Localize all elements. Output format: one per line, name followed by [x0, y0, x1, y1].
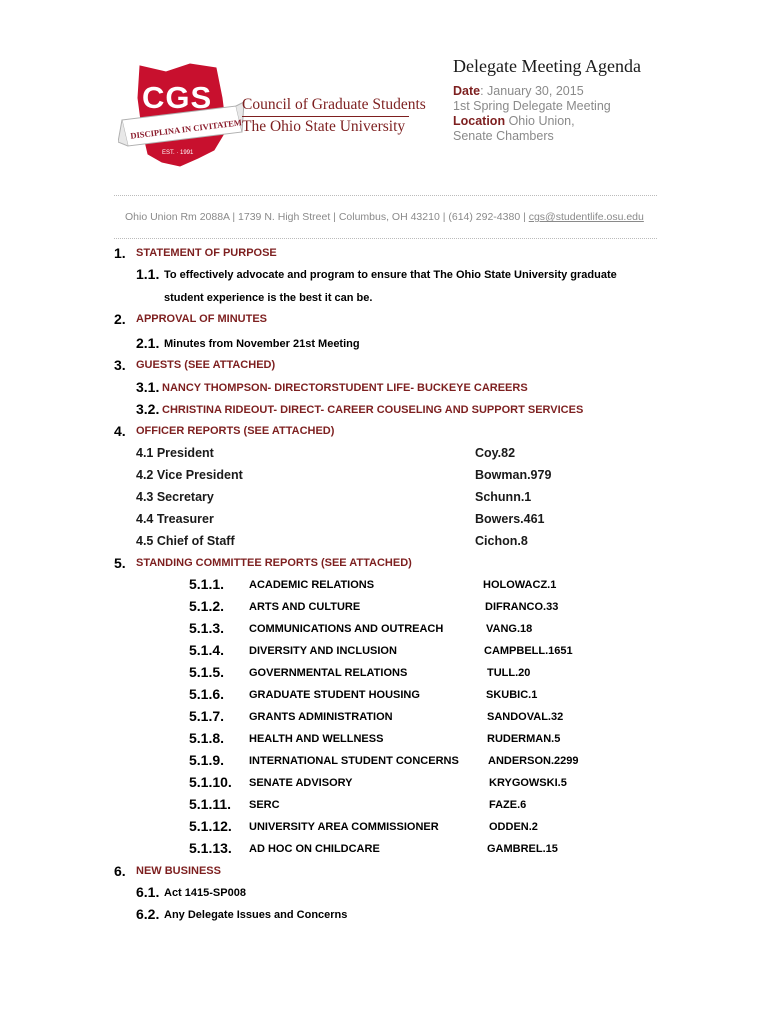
- committee-number: 5.1.7.: [189, 708, 225, 724]
- date-label: Date: [453, 84, 481, 98]
- meeting-name: 1st Spring Delegate Meeting: [453, 99, 611, 113]
- location-value: Ohio Union,: [505, 114, 575, 128]
- committee-chair: KRYGOWSKI.5: [489, 777, 567, 789]
- subsection-number: 1.1.: [136, 266, 160, 282]
- section-number: 5.: [114, 555, 126, 571]
- meeting-date: [453, 84, 584, 98]
- committee-name: HEALTH AND WELLNESS: [249, 733, 384, 745]
- officer-name: Schunn.1: [475, 490, 532, 504]
- section-title-new-business: NEW BUSINESS: [136, 865, 221, 877]
- section-title-committees: STANDING COMMITTEE REPORTS (SEE ATTACHED): [136, 557, 412, 569]
- header-divider-bottom: [114, 238, 657, 239]
- purpose-text: To effectively advocate and program to ensure that The Ohio State University graduate: [164, 269, 617, 281]
- committee-chair: VANG.18: [486, 623, 533, 635]
- section-title-officers: OFFICER REPORTS (SEE ATTACHED): [136, 425, 335, 437]
- committee-name: SENATE ADVISORY: [249, 777, 353, 789]
- section-number: 1.: [114, 245, 126, 261]
- officer-name: Coy.82: [475, 446, 516, 460]
- committee-name: INTERNATIONAL STUDENT CONCERNS: [249, 755, 459, 767]
- officer-role: 4.5 Chief of Staff: [136, 534, 235, 548]
- section-title-minutes: APPROVAL OF MINUTES: [136, 313, 267, 325]
- guest-item: CHRISTINA RIDEOUT- DIRECT- CAREER COUSELING AND SUPPORT SERVICES: [162, 404, 584, 416]
- committee-chair: GAMBREL.15: [487, 843, 558, 855]
- committee-chair: ODDEN.2: [489, 821, 538, 833]
- new-business-number: 6.1.: [136, 884, 160, 900]
- committee-number: 5.1.2.: [189, 598, 225, 614]
- officer-name: Bowman.979: [475, 468, 552, 482]
- org-name: Council of Graduate Students: [242, 96, 426, 113]
- committee-chair: RUDERMAN.5: [487, 733, 561, 745]
- guest-number: 3.1.: [136, 379, 160, 395]
- committee-chair: SKUBIC.1: [486, 689, 538, 701]
- section-number: 4.: [114, 423, 126, 439]
- committee-number: 5.1.13.: [189, 840, 232, 856]
- committee-chair: TULL.20: [487, 667, 531, 679]
- committee-name: COMMUNICATIONS AND OUTREACH: [249, 623, 444, 635]
- committee-number: 5.1.6.: [189, 686, 225, 702]
- committee-number: 5.1.12.: [189, 818, 232, 834]
- ohio-map-icon: [118, 58, 418, 176]
- committee-chair: DIFRANCO.33: [485, 601, 559, 613]
- committee-number: 5.1.3.: [189, 620, 225, 636]
- university-name: The Ohio State University: [242, 118, 406, 135]
- committee-number: 5.1.11.: [189, 796, 232, 812]
- meeting-location: [453, 114, 575, 128]
- contact-text: Ohio Union Rm 2088A | 1739 N. High Street | Columbus, OH 43210 | (614) 292-4380 |: [125, 211, 529, 223]
- committee-name: GOVERNMENTAL RELATIONS: [249, 667, 408, 679]
- logo-divider: [242, 116, 409, 117]
- guest-item: NANCY THOMPSON- DIRECTORSTUDENT LIFE- BUCKEYE CAREERS: [162, 382, 528, 394]
- new-business-item: Act 1415-SP008: [164, 887, 246, 899]
- officer-name: Bowers.461: [475, 512, 545, 526]
- purpose-text-line2: student experience is the best it can be.: [164, 292, 373, 304]
- committee-name: GRANTS ADMINISTRATION: [249, 711, 393, 723]
- new-business-number: 6.2.: [136, 906, 160, 922]
- section-number: 2.: [114, 311, 126, 327]
- logo-est: EST. · 1991: [162, 150, 194, 156]
- new-business-item: Any Delegate Issues and Concerns: [164, 909, 348, 921]
- officer-role: 4.4 Treasurer: [136, 512, 214, 526]
- logo-motto: DISCIPLINA IN CIVITATEM: [129, 117, 243, 141]
- guest-number: 3.2.: [136, 401, 160, 417]
- subsection-number: 2.1.: [136, 335, 160, 351]
- committee-name: SERC: [249, 799, 280, 811]
- committee-number: 5.1.8.: [189, 730, 225, 746]
- committee-chair: FAZE.6: [489, 799, 527, 811]
- header-divider-top: [114, 195, 657, 196]
- section-title-purpose: STATEMENT OF PURPOSE: [136, 247, 277, 259]
- committee-name: AD HOC ON CHILDCARE: [249, 843, 380, 855]
- minutes-item: Minutes from November 21st Meeting: [164, 338, 360, 350]
- section-number: 3.: [114, 357, 126, 373]
- officer-name: Cichon.8: [475, 534, 528, 548]
- officer-role: 4.3 Secretary: [136, 490, 214, 504]
- section-number: 6.: [114, 863, 126, 879]
- committee-chair: SANDOVAL.32: [487, 711, 564, 723]
- date-value: : January 30, 2015: [480, 84, 584, 98]
- committee-number: 5.1.1.: [189, 576, 225, 592]
- contact-line: [125, 211, 644, 223]
- committee-chair: CAMPBELL.1651: [484, 645, 573, 657]
- officer-role: 4.2 Vice President: [136, 468, 243, 482]
- committee-name: DIVERSITY AND INCLUSION: [249, 645, 397, 657]
- officer-role: 4.1 President: [136, 446, 214, 460]
- committee-chair: ANDERSON.2299: [488, 755, 579, 767]
- contact-email-link[interactable]: cgs@studentlife.osu.edu: [528, 211, 644, 223]
- committee-name: GRADUATE STUDENT HOUSING: [249, 689, 420, 701]
- committee-number: 5.1.5.: [189, 664, 225, 680]
- location-label: Location: [453, 114, 506, 128]
- committee-name: ACADEMIC RELATIONS: [249, 579, 375, 591]
- committee-name: ARTS AND CULTURE: [249, 601, 361, 613]
- committee-number: 5.1.10.: [189, 774, 232, 790]
- committee-number: 5.1.4.: [189, 642, 225, 658]
- meeting-location-line2: Senate Chambers: [453, 129, 554, 143]
- page-title: Delegate Meeting Agenda: [453, 56, 641, 76]
- committee-name: UNIVERSITY AREA COMMISSIONER: [249, 821, 439, 833]
- section-title-guests: GUESTS (SEE ATTACHED): [136, 359, 276, 371]
- cgs-logo: [118, 58, 426, 176]
- logo-initials: CGS: [142, 80, 213, 115]
- committee-number: 5.1.9.: [189, 752, 225, 768]
- committee-chair: HOLOWACZ.1: [483, 579, 557, 591]
